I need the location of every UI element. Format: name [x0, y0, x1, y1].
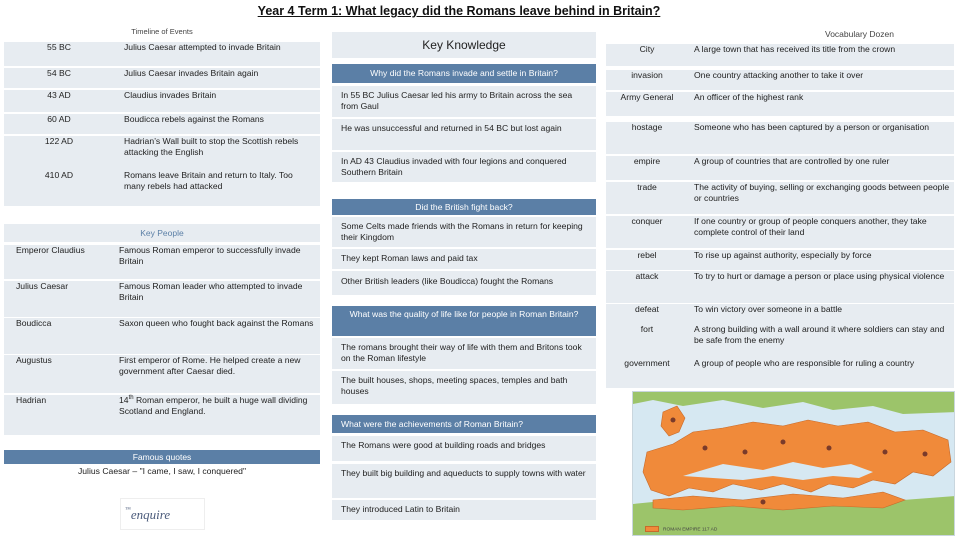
timeline-event: Hadrian’s Wall built to stop the Scottish rebels attacking the English	[124, 136, 299, 158]
vocab-term: rebel	[637, 250, 657, 260]
key-person-row	[4, 318, 320, 354]
kk-answer: The romans brought their way of life with them and Britons took on the Roman lifestyle	[332, 338, 596, 369]
key-person-desc	[119, 395, 317, 417]
legend-swatch	[645, 526, 659, 532]
vocab-row	[606, 44, 954, 66]
key-person-desc: Famous Roman emperor to successfully invade Britain	[119, 245, 301, 267]
ordinal-suffix: th	[128, 395, 134, 402]
logo-text: enquire	[130, 507, 171, 522]
vocab-def: To rise up against authority, especially by force	[694, 250, 872, 260]
soldier-icon	[761, 500, 766, 505]
vocab-def: A large town that has received its title from the crown	[694, 44, 896, 54]
vocab-term: defeat	[635, 304, 659, 314]
vocab-term: Army General	[620, 92, 674, 102]
timeline-event: Claudius invades Britain	[124, 90, 217, 100]
key-person-desc: Famous Roman leader who attempted to invade Britain	[119, 281, 303, 303]
timeline-header	[4, 26, 320, 38]
vocab-def: Someone who has been captured by a person or organisation	[694, 122, 930, 132]
vocab-term: government	[624, 358, 670, 368]
page-title: Year 4 Term 1: What legacy did the Romans leave behind in Britain?	[257, 4, 661, 18]
key-person-name: Boudicca	[16, 318, 52, 328]
timeline-date: 122 AD	[44, 136, 74, 146]
enquire-logo	[125, 507, 170, 524]
timeline-event: Julius Caesar attempted to invade Britain	[124, 42, 281, 52]
vocab-row	[606, 271, 954, 303]
key-person-desc: Saxon queen who fought back against the Romans	[119, 318, 314, 328]
roman-empire-map	[632, 391, 955, 536]
vocabulary-header	[606, 26, 954, 43]
kk-answer: They kept Roman laws and paid tax	[332, 249, 596, 269]
vocab-def: A group of countries that are controlled by one ruler	[694, 156, 890, 166]
vocab-def: One country attacking another to take it over	[694, 70, 864, 80]
key-person-row	[4, 245, 320, 279]
soldier-icon	[703, 446, 708, 451]
kk-answer: He was unsuccessful and returned in 54 BC but lost again	[332, 119, 596, 150]
key-person-name: Julius Caesar	[16, 281, 69, 291]
kk-answer: Some Celts made friends with the Romans in return for keeping their Kingdom	[332, 217, 596, 247]
vocab-term: conquer	[631, 216, 663, 226]
soldier-icon	[883, 450, 888, 455]
map-empire-main	[643, 420, 951, 496]
timeline-date: 43 AD	[47, 90, 71, 100]
key-knowledge-title: Key Knowledge	[332, 32, 596, 58]
map-empire-africa	[653, 492, 905, 510]
kk-question: What were the achievements of Roman Britain?	[332, 415, 596, 433]
vocab-row	[606, 216, 954, 248]
timeline-row	[4, 114, 320, 134]
vocab-row	[606, 304, 954, 324]
timeline-date: 55 BC	[47, 42, 71, 52]
kk-answer: They introduced Latin to Britain	[332, 500, 596, 520]
vocab-def: To win victory over someone in a battle	[694, 304, 843, 314]
timeline-row	[4, 136, 320, 170]
famous-quote: Julius Caesar – "I came, I saw, I conquered"	[77, 466, 247, 476]
timeline-row	[4, 90, 320, 112]
soldier-icon	[781, 440, 786, 445]
vocab-def: If one country or group of people conquers another, they take complete control of their land	[694, 216, 927, 238]
vocab-def: An officer of the highest rank	[694, 92, 804, 102]
key-person-desc: First emperor of Rome. He helped create a new government after Caesar died.	[119, 355, 301, 377]
map-land-north	[633, 392, 955, 414]
timeline-header-label: Timeline of Events	[131, 27, 193, 36]
kk-answer: They built big building and aqueducts to supply towns with water	[332, 464, 596, 498]
timeline-row	[4, 170, 320, 206]
key-person-name: Augustus	[16, 355, 52, 365]
vocab-def: To try to hurt or damage a person or place using physical violence	[694, 271, 945, 281]
vocab-term: empire	[633, 156, 661, 166]
timeline-event: Julius Caesar invades Britain again	[124, 68, 259, 78]
map-graphic	[633, 392, 955, 536]
soldier-icon	[827, 446, 832, 451]
kk-answer: Other British leaders (like Boudicca) fought the Romans	[332, 271, 596, 295]
kk-answer: In 55 BC Julius Caesar led his army to Britain across the sea from Gaul	[332, 86, 596, 117]
timeline-event: Romans leave Britain and return to Italy. Too many rebels had attacked	[124, 170, 293, 192]
vocab-def: The activity of buying, selling or exchanging goods between people or countries	[694, 182, 950, 204]
vocab-row	[606, 250, 954, 270]
key-person-row	[4, 355, 320, 393]
ordinal-number: 14	[119, 395, 129, 405]
map-legend-label: ROMAN EMPIRE 117 AD	[663, 527, 718, 533]
key-person-desc-text: Roman emperor, he built a huge wall dividing Scotland and England.	[119, 395, 308, 417]
vocab-row	[606, 70, 954, 90]
timeline-event: Boudicca rebels against the Romans	[124, 114, 264, 124]
kk-answer: In AD 43 Claudius invaded with four legions and conquered Southern Britain	[332, 152, 596, 182]
key-person-name: Emperor Claudius	[16, 245, 85, 255]
map-legend	[645, 526, 717, 534]
soldier-icon	[743, 450, 748, 455]
vocab-term: City	[639, 44, 655, 54]
vocab-def: A strong building with a wall around it where soldiers can stay and be safe from the enemy	[694, 324, 945, 346]
vocab-term: attack	[635, 271, 659, 281]
timeline-date: 410 AD	[44, 170, 74, 180]
vocab-row	[606, 182, 954, 214]
vocab-term: trade	[637, 182, 657, 192]
key-people-header-label: Key People	[140, 228, 184, 238]
key-people-header	[4, 224, 320, 242]
timeline-date: 54 BC	[47, 68, 71, 78]
key-person-row	[4, 281, 320, 317]
vocab-term: fort	[640, 324, 654, 334]
vocab-row	[606, 92, 954, 116]
vocab-row	[606, 358, 954, 388]
timeline-date: 60 AD	[47, 114, 71, 124]
key-person-row	[4, 395, 320, 435]
kk-question: Did the British fight back?	[332, 199, 596, 215]
key-person-name: Hadrian	[16, 395, 47, 405]
timeline-row	[4, 42, 320, 66]
famous-quotes-header-label: Famous quotes	[132, 452, 192, 462]
vocab-row	[606, 324, 954, 358]
vocab-term: hostage	[631, 122, 663, 132]
soldier-icon	[923, 452, 928, 457]
kk-question: What was the quality of life like for people in Roman Britain?	[332, 306, 596, 336]
timeline-row	[4, 68, 320, 88]
vocab-term: invasion	[631, 70, 663, 80]
vocab-def: A group of people who are responsible for ruling a country	[694, 358, 915, 368]
soldier-icon	[671, 418, 676, 423]
logo-prefix: ™	[125, 507, 131, 513]
kk-question: Why did the Romans invade and settle in Britain?	[332, 64, 596, 83]
vocab-row	[606, 156, 954, 180]
kk-answer: The Romans were good at building roads and bridges	[332, 436, 596, 461]
kk-answer: The built houses, shops, meeting spaces, temples and bath houses	[332, 371, 596, 404]
famous-quotes-header	[4, 450, 320, 464]
vocabulary-header-label: Vocabulary Dozen	[825, 29, 894, 39]
vocab-row	[606, 122, 954, 154]
